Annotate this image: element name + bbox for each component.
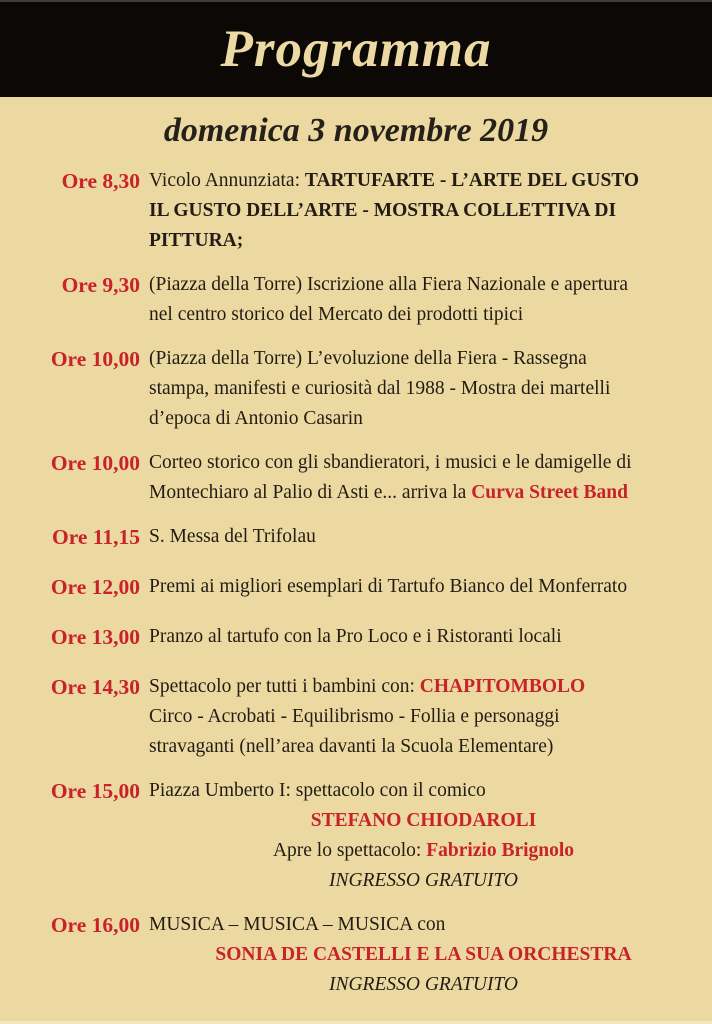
text-segment: Pranzo al tartufo con la Pro Loco e i Ristoranti locali [149, 626, 562, 647]
schedule-item [0, 572, 698, 602]
text-segment: SONIA DE CASTELLI E LA SUA ORCHESTRA [215, 944, 632, 965]
item-line [149, 522, 698, 552]
item-line [149, 806, 698, 836]
item-line [149, 374, 698, 404]
text-segment: (Piazza della Torre) Iscrizione alla Fiera Nazionale e apertura [149, 274, 629, 295]
text-segment: MUSICA – MUSICA – MUSICA con [149, 914, 446, 935]
item-line [149, 226, 698, 256]
header-bar [0, 0, 712, 97]
text-segment: stravaganti (nell’area davanti la Scuola Elementare) [149, 736, 554, 757]
time-label: Ore 13,00 [50, 625, 140, 649]
schedule-item [0, 622, 698, 652]
item-line [149, 940, 698, 970]
item-line [149, 344, 698, 374]
text-segment: Premi ai migliori esemplari di Tartufo Bianco del Monferrato [149, 576, 628, 597]
item-line [149, 970, 698, 1000]
text-segment: Apre lo spettacolo: [272, 840, 427, 861]
item-content [140, 448, 698, 508]
date-title: domenica 3 novembre 2019 [163, 112, 549, 149]
time-label: Ore 9,30 [61, 273, 140, 297]
schedule-item [0, 448, 698, 508]
item-line [149, 672, 698, 702]
schedule-item [0, 672, 698, 762]
item-line [149, 732, 698, 762]
text-segment: d’epoca di Antonio Casarin [149, 408, 363, 429]
item-line [149, 478, 698, 508]
schedule-item [0, 270, 698, 330]
item-content [140, 344, 698, 434]
text-segment: Vicolo Annunziata: [149, 170, 305, 191]
item-line [149, 166, 698, 196]
item-line [149, 196, 698, 226]
text-segment: (Piazza della Torre) L’evoluzione della Fiera - Rassegna [149, 348, 587, 369]
schedule-item [0, 776, 698, 896]
text-segment: Circo - Acrobati - Equilibrismo - Follia e personaggi [149, 706, 560, 727]
page-title: Programma [220, 20, 492, 78]
item-line [149, 776, 698, 806]
text-segment: CHAPITOMBOLO [419, 676, 586, 697]
text-segment: Curva Street Band [471, 482, 628, 503]
time-label: Ore 11,15 [52, 525, 140, 549]
item-content [140, 166, 698, 256]
text-segment: Fabrizio Brignolo [426, 840, 575, 861]
item-content [140, 622, 698, 652]
time-label: Ore 12,00 [50, 575, 140, 599]
text-segment: Spettacolo per tutti i bambini con: [149, 676, 420, 697]
item-content [140, 776, 698, 896]
text-segment: INGRESSO GRATUITO [328, 974, 519, 995]
item-content [140, 910, 698, 1000]
item-content [140, 522, 698, 552]
time-label: Ore 10,00 [50, 451, 140, 475]
item-line [149, 910, 698, 940]
time-label: Ore 10,00 [50, 347, 140, 371]
item-content [140, 572, 698, 602]
schedule-list [0, 152, 712, 1000]
text-segment: Montechiaro al Palio di Asti e... arriva la [149, 482, 472, 503]
text-segment: IL GUSTO DELL’ARTE - MOSTRA COLLETTIVA DI [149, 200, 617, 221]
item-line [149, 836, 698, 866]
item-line [149, 572, 698, 602]
item-line [149, 622, 698, 652]
time-label: Ore 8,30 [61, 169, 140, 193]
item-line [149, 270, 698, 300]
schedule-item [0, 910, 698, 1000]
item-line [149, 404, 698, 434]
time-label: Ore 16,00 [50, 913, 140, 937]
text-segment: PITTURA; [149, 230, 244, 251]
text-segment: Corteo storico con gli sbandieratori, i musici e le damigelle di [149, 452, 632, 473]
item-line [149, 702, 698, 732]
schedule-item [0, 522, 698, 552]
text-segment: stampa, manifesti e curiosità dal 1988 - Mostra dei martelli [149, 378, 611, 399]
item-line [149, 866, 698, 896]
schedule-item [0, 166, 698, 256]
text-segment: INGRESSO GRATUITO [328, 870, 519, 891]
time-label: Ore 15,00 [50, 779, 140, 803]
text-segment: STEFANO CHIODAROLI [310, 810, 537, 831]
item-content [140, 270, 698, 330]
item-line [149, 300, 698, 330]
text-segment: nel centro storico del Mercato dei prodotti tipici [149, 304, 524, 325]
time-label: Ore 14,30 [50, 675, 140, 699]
text-segment: S. Messa del Trifolau [149, 526, 316, 547]
text-segment: TARTUFARTE - L’ARTE DEL GUSTO [304, 170, 640, 191]
text-segment: Piazza Umberto I: spettacolo con il comico [149, 780, 486, 801]
schedule-item [0, 344, 698, 434]
item-content [140, 672, 698, 762]
item-line [149, 448, 698, 478]
